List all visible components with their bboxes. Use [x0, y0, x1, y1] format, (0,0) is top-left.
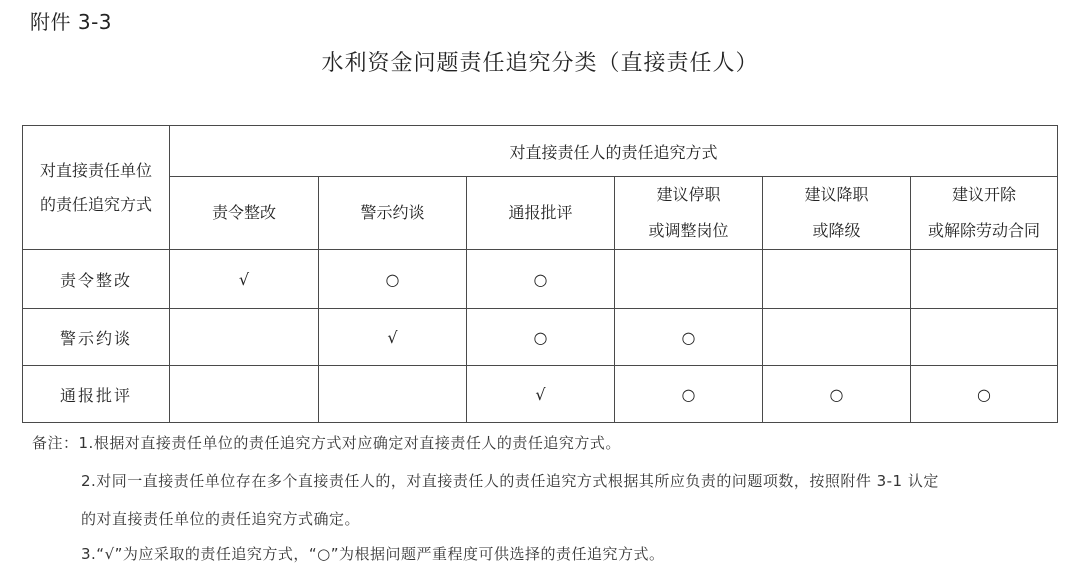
table-cell: [170, 309, 319, 366]
table-cell: [763, 309, 911, 366]
column-header-5: [763, 177, 911, 250]
table-cell: [170, 366, 319, 423]
note-1-text: 1.根据对直接责任单位的责任追究方式对应确定对直接责任人的责任追究方式。: [78, 434, 621, 452]
corner-header-cell: [23, 126, 170, 250]
table-cell: √: [170, 250, 319, 309]
table-cell: ○: [763, 366, 911, 423]
column-header-3: [467, 177, 615, 250]
table-cell: [319, 366, 467, 423]
table-cell: ○: [615, 366, 763, 423]
column-header-6-line-2: 或解除劳动合同: [928, 221, 1041, 240]
table-cell: ○: [911, 366, 1058, 423]
corner-header-line-1: 对直接责任单位: [39, 160, 152, 180]
note-line-3: 3.“√”为应采取的责任追究方式，“○”为根据问题严重程度可供选择的责任追究方式。: [81, 545, 665, 563]
table-cell: [911, 309, 1058, 366]
table-cell: ○: [615, 309, 763, 366]
column-header-1: [170, 177, 319, 250]
row-label-3: 通报批评: [23, 366, 170, 423]
column-header-4: [615, 177, 763, 250]
group-header-cell: 对直接责任人的责任追究方式: [170, 126, 1058, 177]
attachment-label: 附件 3-3: [30, 10, 113, 34]
table-cell: [763, 250, 911, 309]
table-row: [23, 250, 1058, 309]
table-cell: ○: [467, 250, 615, 309]
column-header-5-line-2: 或降级: [812, 221, 861, 240]
table-cell: ○: [467, 309, 615, 366]
column-header-2-line-1: 警示约谈: [360, 203, 425, 222]
table-row: [23, 366, 1058, 423]
column-header-4-line-2: 或调整岗位: [648, 221, 729, 240]
note-line-1: [32, 432, 621, 453]
header-row-columns: [23, 177, 1058, 250]
column-header-5-line-1: 建议降职: [804, 185, 869, 204]
table-cell: ○: [319, 250, 467, 309]
row-label-2: 警示约谈: [23, 309, 170, 366]
accountability-table: [22, 125, 1058, 423]
column-header-1-line-1: 责令整改: [211, 203, 276, 222]
column-header-6: [911, 177, 1058, 250]
column-header-3-line-1: 通报批评: [508, 203, 573, 222]
document-title: 水利资金问题责任追究分类（直接责任人）: [321, 51, 759, 76]
table-cell: [615, 250, 763, 309]
table-row: [23, 309, 1058, 366]
column-header-6-line-1: 建议开除: [952, 185, 1017, 204]
table-cell: √: [467, 366, 615, 423]
notes-prefix: 备注：: [32, 434, 79, 452]
table-cell: √: [319, 309, 467, 366]
note-line-2a: 2.对同一直接责任单位存在多个直接责任人的，对直接责任人的责任追究方式根据其所应负责的问题项数，按照附件 3-1 认定: [81, 472, 939, 490]
corner-header-line-2: 的责任追究方式: [39, 194, 152, 214]
table-cell: [911, 250, 1058, 309]
row-label-1: 责令整改: [23, 250, 170, 309]
header-row-top: [23, 126, 1058, 177]
column-header-4-line-1: 建议停职: [656, 185, 721, 204]
column-header-2: [319, 177, 467, 250]
note-line-2b: 的对直接责任单位的责任追究方式确定。: [81, 510, 361, 528]
